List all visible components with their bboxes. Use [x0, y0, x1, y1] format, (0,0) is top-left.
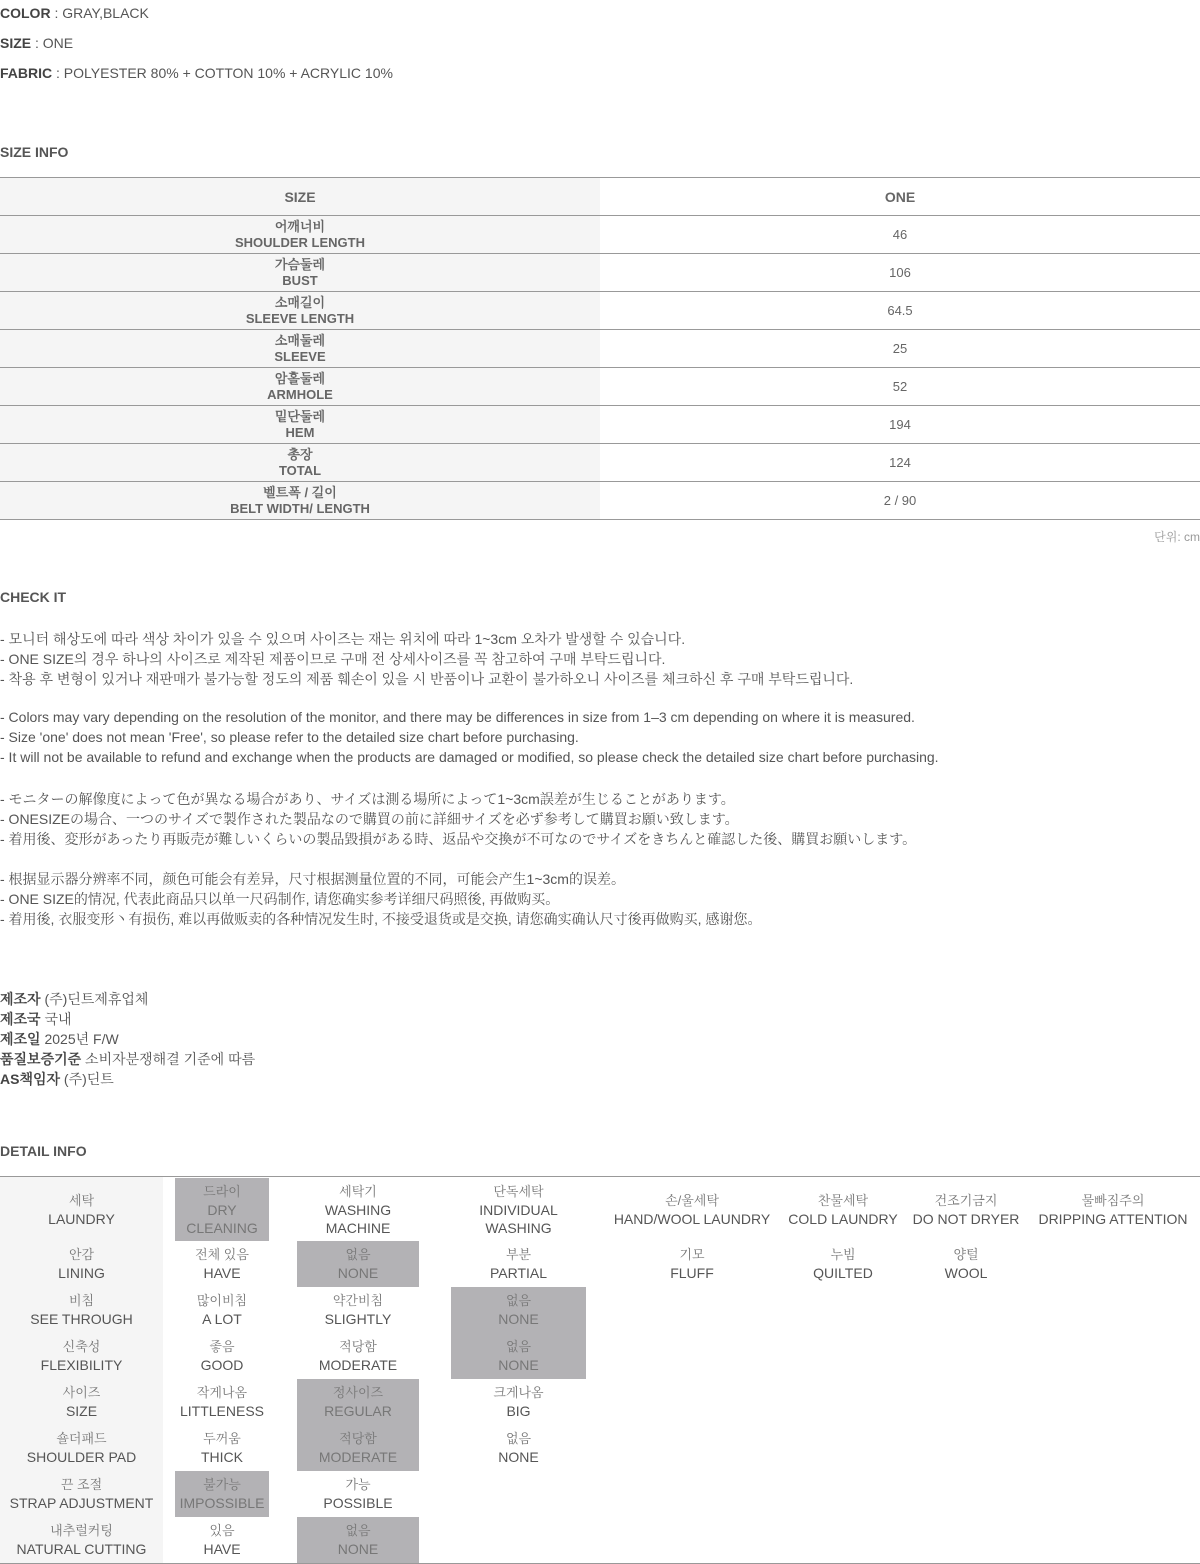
size-table-row — [0, 406, 1200, 444]
detail-option-en: DO NOT DRYER — [912, 1210, 1020, 1227]
spec-value: : ONE — [31, 35, 74, 51]
detail-option-ko: 많이비침 — [196, 1293, 248, 1308]
detail-label-ko: 숄더패드 — [56, 1431, 107, 1446]
detail-option — [612, 1241, 772, 1287]
size-table-row — [0, 444, 1200, 482]
detail-label-en: NATURAL CUTTING — [16, 1541, 147, 1557]
size-measure-en: ARMHOLE — [267, 386, 333, 402]
size-measure-ko: 소매둘레 — [274, 332, 326, 348]
detail-row-label — [0, 1333, 163, 1379]
detail-option — [175, 1379, 269, 1425]
size-measure-ko: 벨트폭 / 길이 — [263, 484, 337, 500]
check-it-line: - Size 'one' does not mean 'Free', so please refer to the detailed size chart before purchasing. — [0, 729, 579, 745]
detail-option-ko: 가능 — [345, 1477, 371, 1492]
detail-option-ko: 약간비침 — [332, 1293, 384, 1308]
size-measure-ko: 암홀둘레 — [274, 370, 326, 386]
detail-option — [451, 1379, 586, 1425]
detail-label-en: SIZE — [65, 1403, 98, 1419]
size-measure-ko: 어깨너비 — [274, 218, 326, 234]
detail-option-en: PARTIAL — [489, 1265, 548, 1281]
detail-option-selected — [451, 1333, 586, 1379]
size-table-row — [0, 292, 1200, 330]
detail-option-en: HAVE — [203, 1265, 241, 1281]
detail-option-en: WOOL — [944, 1265, 988, 1281]
detail-option-en: GOOD — [200, 1357, 244, 1373]
size-measure-label — [0, 216, 600, 253]
detail-option — [175, 1333, 269, 1379]
detail-option-ko: 적당함 — [339, 1431, 377, 1446]
maker-value: 국내 — [40, 1011, 72, 1027]
detail-option-selected — [297, 1517, 419, 1563]
spec-key: SIZE — [0, 35, 32, 51]
size-measure-value: 52 — [892, 379, 908, 394]
spec-value: : GRAY,BLACK — [50, 5, 149, 21]
spec-value: : POLYESTER 80% + COTTON 10% + ACRYLIC 10% — [52, 65, 393, 81]
detail-option-en: REGULAR — [324, 1403, 392, 1419]
size-measure-ko: 밑단둘레 — [274, 408, 326, 424]
detail-option-ko: 드라이 — [203, 1183, 241, 1199]
detail-option-en: CLEANING — [186, 1219, 258, 1236]
check-it-line: - モニターの解像度によって色が異なる場合があり、サイズは測る場所によって1~3cm誤差が生じることがあります。 — [0, 791, 735, 807]
detail-option-en: FLUFF — [670, 1265, 714, 1281]
detail-option-ko: 없음 — [505, 1431, 532, 1446]
detail-option — [788, 1178, 898, 1241]
size-measure-en: BUST — [282, 272, 318, 288]
maker-key: 제조일 — [0, 1031, 41, 1047]
detail-label-en: LAUNDRY — [48, 1210, 115, 1227]
detail-row-label — [0, 1178, 163, 1241]
detail-option-ko: 좋음 — [209, 1339, 235, 1354]
check-it-line: - ONESIZEの場合、一つのサイズで製作された製品なので購買の前に詳細サイズを必ず参考して購買お願い致します。 — [0, 811, 739, 827]
detail-label-ko: 사이즈 — [62, 1385, 101, 1400]
detail-option-ko: 단독세탁 — [493, 1183, 544, 1199]
size-measure-label — [0, 406, 600, 443]
size-measure-en: SLEEVE LENGTH — [245, 310, 355, 326]
detail-option — [788, 1241, 898, 1287]
detail-row-label — [0, 1471, 163, 1517]
detail-option-ko: 없음 — [345, 1247, 371, 1262]
detail-label-ko: 세탁 — [68, 1192, 95, 1208]
detail-option-en: NONE — [498, 1311, 539, 1327]
detail-label-ko: 끈 조절 — [60, 1477, 103, 1492]
detail-option-ko: 세탁기 — [339, 1183, 377, 1199]
detail-option-selected — [297, 1241, 419, 1287]
detail-option-selected — [451, 1287, 586, 1333]
detail-option — [175, 1517, 269, 1563]
detail-label-ko: 신축성 — [62, 1339, 101, 1354]
check-it-line: - 모니터 해상도에 따라 색상 차이가 있을 수 있으며 사이즈는 재는 위치에 따라 1~3cm 오차가 발생할 수 있습니다. — [0, 631, 686, 647]
size-measure-label — [0, 330, 600, 367]
spec-size — [0, 35, 73, 51]
size-measure-label — [0, 482, 600, 519]
detail-option-en: HAVE — [203, 1541, 241, 1557]
detail-option-en: QUILTED — [813, 1265, 873, 1281]
check-it-line: - 着用後, 衣服变形丶有损伤, 难以再做贩卖的各种情况发生时, 不接受退货或是交换, 请您确实确认尺寸後再做购买, 感谢您。 — [0, 911, 762, 927]
detail-option-ko: 찬물세탁 — [817, 1192, 869, 1208]
detail-label-en: LINING — [58, 1265, 105, 1281]
detail-option-en: WASHING MACHINE — [324, 1201, 392, 1236]
detail-label-en: SHOULDER PAD — [26, 1449, 137, 1465]
unit-note: 단위: cm — [1154, 530, 1200, 544]
detail-option — [175, 1241, 269, 1287]
detail-option-en: NONE — [337, 1541, 379, 1557]
detail-option-en: DRY — [207, 1201, 237, 1218]
size-measure-value: 2 / 90 — [883, 493, 917, 508]
size-measure-label — [0, 444, 600, 481]
detail-option — [451, 1178, 586, 1241]
detail-option-en: POSSIBLE — [323, 1495, 393, 1511]
detail-row-label — [0, 1517, 163, 1563]
size-measure-label — [0, 254, 600, 291]
size-measure-en: SHOULDER LENGTH — [235, 234, 365, 250]
detail-option-ko: 불가능 — [203, 1477, 241, 1492]
maker-key: 품질보증기준 — [0, 1051, 82, 1067]
detail-option-selected — [175, 1178, 269, 1241]
detail-row-label — [0, 1425, 163, 1471]
detail-option — [451, 1241, 586, 1287]
detail-label-ko: 내추럴커팅 — [50, 1523, 113, 1538]
detail-option-en: LITTLENESS — [179, 1403, 265, 1419]
detail-option-selected — [297, 1379, 419, 1425]
detail-option — [297, 1178, 419, 1241]
maker-key: 제조국 — [0, 1011, 41, 1027]
detail-option-ko: 전체 있음 — [195, 1247, 249, 1262]
detail-option-en: SLIGHTLY — [324, 1311, 392, 1327]
size-table-row — [0, 368, 1200, 406]
check-it-line: - It will not be available to refund and exchange when the products are damaged or modified, so please check the detailed size chart before purchasing. — [0, 749, 939, 765]
spec-key: COLOR — [0, 5, 51, 21]
detail-option-en: THICK — [201, 1449, 243, 1465]
size-table-header — [0, 178, 1200, 216]
divider — [0, 1176, 1200, 1177]
size-table-row — [0, 254, 1200, 292]
detail-option-en: IMPOSSIBLE — [179, 1495, 265, 1511]
detail-option-ko: 물빠짐주의 — [1081, 1192, 1145, 1208]
detail-label-en: STRAP ADJUSTMENT — [9, 1495, 154, 1511]
maker-value: (주)딘트 — [60, 1071, 114, 1087]
detail-option-ko: 크게나옴 — [493, 1385, 544, 1400]
detail-label-ko: 비침 — [68, 1293, 95, 1308]
spec-fabric — [0, 65, 393, 81]
size-measure-ko: 가슴둘레 — [274, 256, 326, 272]
size-measure-ko: 총장 — [287, 446, 313, 462]
detail-option-ko: 손/울세탁 — [665, 1192, 719, 1208]
check-it-line: - ONE SIZE의 경우 하나의 사이즈로 제작된 제품이므로 구매 전 상세사이즈를 꼭 참고하여 구매 부탁드립니다. — [0, 651, 666, 667]
spec-color — [0, 5, 149, 21]
detail-row-label — [0, 1287, 163, 1333]
maker-value: 2025년 F/W — [40, 1031, 119, 1047]
check-it-title: CHECK IT — [0, 589, 67, 605]
detail-option — [910, 1178, 1022, 1241]
detail-option-selected — [297, 1425, 419, 1471]
size-measure-label — [0, 368, 600, 405]
detail-option-en: DRIPPING ATTENTION — [1038, 1210, 1188, 1227]
size-measure-value: 106 — [889, 265, 911, 280]
size-table-row — [0, 216, 1200, 254]
size-table-row — [0, 482, 1200, 520]
size-measure-en: BELT WIDTH/ LENGTH — [230, 500, 370, 516]
check-it-line: - ONE SIZE的情况, 代表此商品只以单一尺码制作, 请您确实参考详细尺码照後, 再做购买。 — [0, 891, 560, 907]
maker-value: (주)딘트제휴업체 — [40, 991, 149, 1007]
detail-option-en: NONE — [498, 1357, 539, 1373]
detail-label-ko: 안감 — [68, 1247, 95, 1262]
detail-option-en: HAND/WOOL LAUNDRY — [613, 1210, 771, 1227]
detail-option — [297, 1471, 419, 1517]
check-it-line: - 착용 후 변형이 있거나 재판매가 불가능할 정도의 제품 훼손이 있을 시 반품이나 교환이 불가하오니 사이즈를 체크하신 후 구매 부탁드립니다. — [0, 671, 854, 687]
size-measure-label — [0, 292, 600, 329]
detail-row-label — [0, 1379, 163, 1425]
detail-option-en: A LOT — [202, 1311, 242, 1327]
detail-option-ko: 없음 — [345, 1523, 371, 1538]
check-it-line: - 根据显示器分辨率不同，颜色可能会有差异，尺寸根据测量位置的不同，可能会产生1~3cm的误差。 — [0, 871, 625, 887]
detail-row-label — [0, 1241, 163, 1287]
detail-option-ko: 없음 — [505, 1293, 532, 1308]
size-measure-en: HEM — [285, 424, 315, 440]
detail-option-en: MODERATE — [318, 1357, 398, 1373]
detail-option-en: COLD LAUNDRY — [788, 1210, 898, 1227]
detail-option — [1030, 1178, 1196, 1241]
detail-option-ko: 부분 — [505, 1247, 532, 1262]
detail-option-ko: 두꺼움 — [203, 1431, 241, 1446]
check-it-line: - Colors may vary depending on the resolution of the monitor, and there may be differences in size from 1–3 cm depending on where it is measured. — [0, 709, 915, 725]
size-table — [0, 177, 1200, 520]
size-header-label: SIZE — [0, 178, 600, 215]
size-measure-value: 46 — [892, 227, 908, 242]
maker-line — [0, 1069, 114, 1089]
size-measure-value: 25 — [892, 341, 908, 356]
detail-label-en: SEE THROUGH — [30, 1311, 133, 1327]
spec-key: FABRIC — [0, 65, 53, 81]
size-measure-value: 194 — [889, 417, 911, 432]
maker-key: AS책임자 — [0, 1071, 61, 1087]
detail-label-en: FLEXIBILITY — [40, 1357, 123, 1373]
size-header-value: ONE — [884, 188, 916, 205]
detail-option-ko: 정사이즈 — [332, 1385, 384, 1400]
detail-option-ko: 건조기금지 — [934, 1192, 998, 1208]
detail-option — [297, 1333, 419, 1379]
detail-option — [297, 1287, 419, 1333]
detail-option-ko: 누빔 — [830, 1247, 856, 1262]
maker-line — [0, 1009, 72, 1029]
detail-option-ko: 작게나옴 — [196, 1385, 248, 1400]
detail-option-ko: 양털 — [953, 1247, 979, 1262]
detail-option-ko: 적당함 — [339, 1339, 377, 1354]
maker-line — [0, 1029, 119, 1049]
detail-option-en: NONE — [498, 1449, 539, 1465]
detail-option-en: BIG — [506, 1403, 531, 1419]
detail-option — [612, 1178, 772, 1241]
detail-option-ko: 있음 — [209, 1523, 235, 1538]
size-measure-value: 64.5 — [887, 303, 913, 318]
check-it-line: - 着用後、変形があったり再販売が難しいくらいの製品毀損がある時、返品や交換が不可なのでサイズをきちんと確認した後、購買お願いします。 — [0, 831, 917, 847]
size-measure-ko: 소매길이 — [274, 294, 326, 310]
detail-option — [175, 1425, 269, 1471]
detail-option-selected — [175, 1471, 269, 1517]
detail-option — [910, 1241, 1022, 1287]
size-measure-en: SLEEVE — [274, 348, 326, 364]
detail-option-en: MODERATE — [318, 1449, 398, 1465]
maker-value: 소비자분쟁해결 기준에 따름 — [81, 1051, 256, 1067]
maker-line — [0, 1049, 255, 1069]
detail-option — [451, 1425, 586, 1471]
detail-option-en: INDIVIDUAL WASHING — [479, 1201, 558, 1236]
detail-option-ko: 기모 — [679, 1247, 705, 1262]
detail-option-en: NONE — [337, 1265, 379, 1281]
detail-info-title: DETAIL INFO — [0, 1143, 87, 1159]
maker-line — [0, 989, 148, 1009]
size-measure-value: 124 — [889, 455, 911, 470]
detail-option-ko: 없음 — [505, 1339, 532, 1354]
size-table-row — [0, 330, 1200, 368]
detail-option — [175, 1287, 269, 1333]
size-info-title: SIZE INFO — [0, 144, 69, 160]
size-measure-en: TOTAL — [278, 462, 322, 478]
maker-key: 제조자 — [0, 991, 41, 1007]
